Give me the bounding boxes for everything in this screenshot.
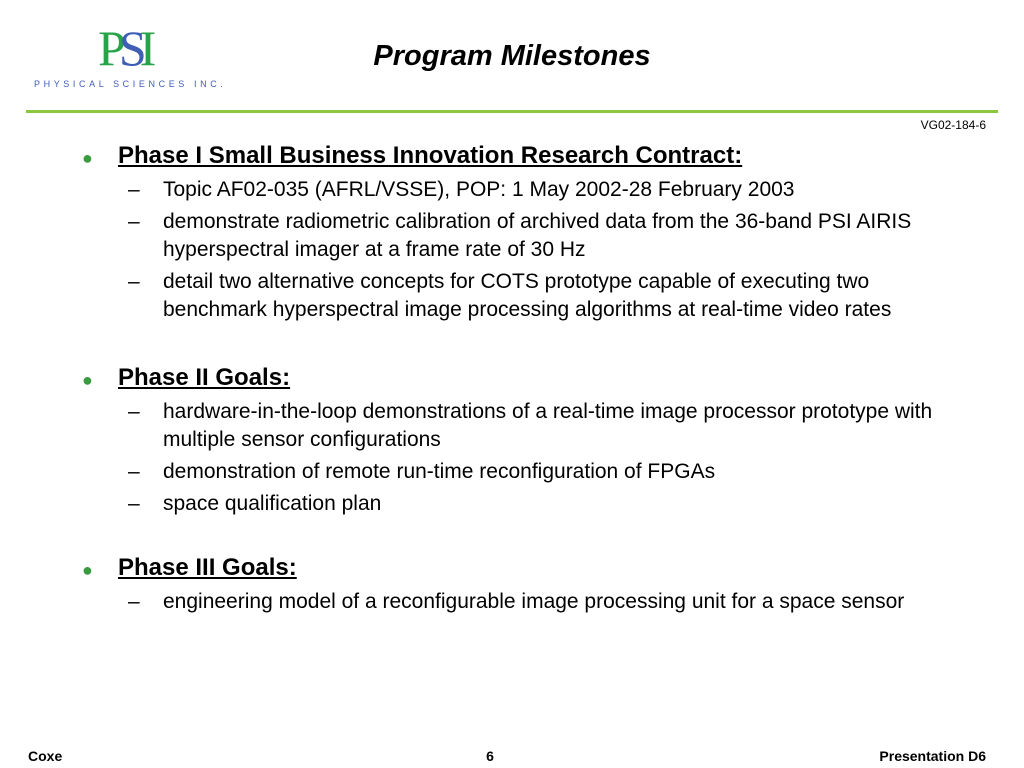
dash-icon: – xyxy=(128,590,140,613)
logo-mark xyxy=(98,22,149,74)
section-heading: Phase II Goals: xyxy=(118,364,291,391)
sub-list xyxy=(118,398,962,518)
list-item xyxy=(118,208,962,264)
footer-author: Coxe xyxy=(28,748,63,764)
list-item-text: engineering model of a reconfigurable image processing unit for a space sensor xyxy=(163,590,905,613)
document-code: VG02-184-6 xyxy=(920,118,986,132)
bullet-icon: ● xyxy=(82,560,93,580)
section-phase-1 xyxy=(82,140,962,324)
dash-icon: – xyxy=(128,460,140,483)
list-item-text: demonstration of remote run-time reconfiguration of FPGAs xyxy=(163,460,716,483)
sub-list xyxy=(118,176,962,324)
logo-letter-s: S xyxy=(118,20,140,76)
dash-icon: – xyxy=(128,178,140,201)
dash-icon: – xyxy=(128,492,140,515)
section-phase-3 xyxy=(82,552,962,616)
header-divider xyxy=(26,110,998,113)
list-item xyxy=(118,268,962,324)
list-item xyxy=(118,398,962,454)
list-item-text: space qualification plan xyxy=(163,492,382,515)
slide-content xyxy=(82,140,962,616)
list-item xyxy=(118,490,962,518)
logo-company-name: PHYSICAL SCIENCES INC. xyxy=(34,79,227,89)
footer-presentation-id: Presentation D6 xyxy=(879,748,986,764)
company-logo xyxy=(30,22,240,92)
slide-title: Program Milestones xyxy=(373,40,651,72)
dash-icon: – xyxy=(128,210,140,233)
list-item xyxy=(118,588,962,616)
list-item xyxy=(118,458,962,486)
section-heading: Phase III Goals: xyxy=(118,554,297,581)
list-item-text: detail two alternative concepts for COTS prototype capable of executing two benchmark hyperspectral image processing algorithms at real-time video rates xyxy=(163,270,892,321)
section-heading: Phase I Small Business Innovation Research Contract: xyxy=(118,142,743,169)
list-item-text: Topic AF02-035 (AFRL/VSSE), POP: 1 May 2002-28 February 2003 xyxy=(163,178,795,201)
bullet-icon: ● xyxy=(82,148,93,168)
bullet-icon: ● xyxy=(82,370,93,390)
list-item-text: demonstrate radiometric calibration of archived data from the 36-band PSI AIRIS hyperspectral imager at a frame rate of 30 Hz xyxy=(163,210,912,261)
list-item xyxy=(118,176,962,204)
section-phase-2 xyxy=(82,362,962,518)
sub-list xyxy=(118,588,962,616)
logo-letter-i: I xyxy=(139,20,150,76)
footer-page-number: 6 xyxy=(486,748,494,764)
dash-icon: – xyxy=(128,270,140,293)
dash-icon: – xyxy=(128,400,140,423)
list-item-text: hardware-in-the-loop demonstrations of a real-time image processor prototype with multiple sensor configurations xyxy=(163,400,933,451)
logo-letter-p: P xyxy=(98,20,119,76)
